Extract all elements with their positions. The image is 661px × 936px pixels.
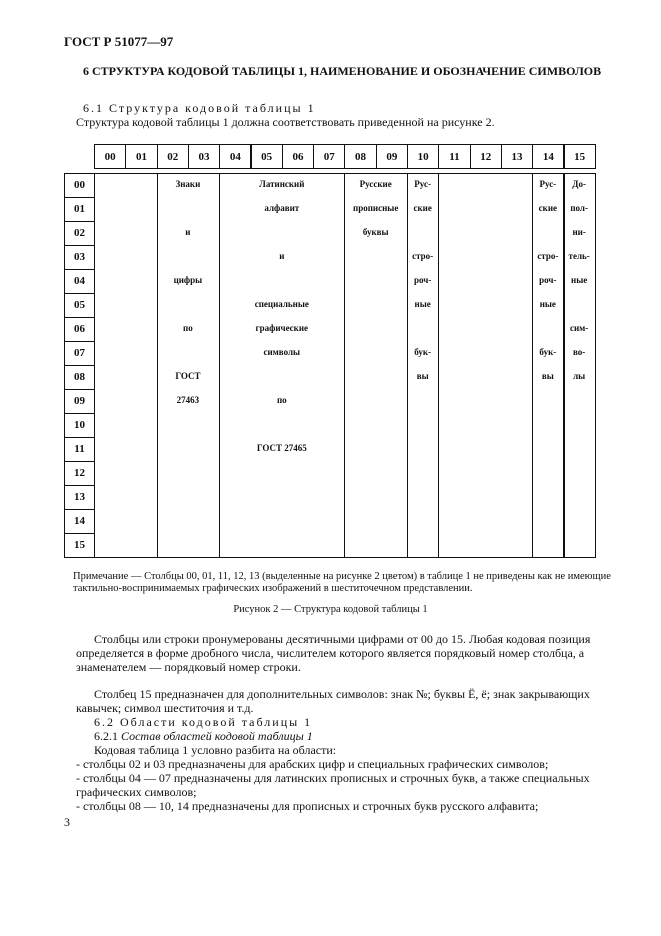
row-header: 03 — [64, 245, 95, 270]
table-label: ни- — [572, 227, 586, 237]
column-header: 15 — [564, 144, 596, 169]
subsection-6-2: 6.2 Области кодовой таблицы 1 — [94, 715, 313, 729]
figure-note: Примечание — Столбцы 00, 01, 11, 12, 13 (выделенные на рисунке 2 цветом) в таблице 1 не приведены как не имеющие тактильно-воспринимаемых графических изображений в шеститочечном представлении. — [73, 571, 611, 594]
table-label: бук- — [414, 347, 432, 357]
table-label: цифры — [173, 275, 203, 285]
column-header: 03 — [188, 144, 220, 169]
column-header: 04 — [219, 144, 251, 169]
table-label: ные — [539, 299, 556, 309]
table-label: Латинский — [259, 179, 305, 189]
row-header: 13 — [64, 485, 95, 510]
column-header: 07 — [313, 144, 345, 169]
table-label: тель- — [568, 251, 590, 261]
table-label: вы — [541, 371, 554, 381]
table-label: ские — [538, 203, 558, 213]
page-number: 3 — [64, 815, 70, 829]
table-label: Русские — [359, 179, 392, 189]
column-group — [532, 173, 564, 558]
subsection-6-1: 6.1 Структура кодовой таблицы 1 — [83, 101, 316, 115]
row-header: 11 — [64, 437, 95, 462]
row-header: 07 — [64, 341, 95, 366]
row-header: 00 — [64, 173, 95, 198]
column-group — [438, 173, 533, 558]
row-header: 15 — [64, 533, 95, 558]
subsection-6-2-1 — [94, 729, 313, 743]
list-item: - столбцы 08 — 10, 14 предназначены для прописных и строчных букв русского алфавита; — [76, 799, 539, 813]
column-header: 00 — [94, 144, 126, 169]
row-header: 10 — [64, 413, 95, 438]
row-header: 08 — [64, 365, 95, 390]
section-title: 6 СТРУКТУРА КОДОВОЙ ТАБЛИЦЫ 1, НАИМЕНОВАНИЕ И ОБОЗНАЧЕНИЕ СИМВОЛОВ — [83, 64, 602, 78]
table-label: ные — [414, 299, 431, 309]
subsection-6-2-1-title: Состав областей кодовой таблицы 1 — [121, 729, 313, 743]
table-label: стро- — [412, 251, 434, 261]
column-header: 09 — [376, 144, 408, 169]
list-item: - столбцы 02 и 03 предназначены для арабских цифр и специальных графических символов; — [76, 757, 549, 771]
row-header: 06 — [64, 317, 95, 342]
table-label: ГОСТ — [175, 371, 201, 381]
table-label: 27463 — [176, 395, 200, 405]
column-header: 11 — [438, 144, 470, 169]
table-label: по — [276, 395, 287, 405]
table-label: роч- — [539, 275, 557, 285]
list-item: - столбцы 04 — 07 предназначены для латинских прописных и строчных букв, а также специальных графических символов; — [76, 771, 590, 799]
column-header: 05 — [251, 144, 283, 169]
table-label: До- — [572, 179, 586, 189]
column-header: 10 — [407, 144, 439, 169]
row-header: 04 — [64, 269, 95, 294]
table-label: алфавит — [264, 203, 300, 213]
column-header: 02 — [157, 144, 189, 169]
table-label: сим- — [569, 323, 589, 333]
row-header: 02 — [64, 221, 95, 246]
column-header: 12 — [470, 144, 502, 169]
document-header: ГОСТ Р 51077—97 — [64, 34, 174, 49]
row-header: 09 — [64, 389, 95, 414]
row-header: 05 — [64, 293, 95, 318]
row-header: 14 — [64, 509, 95, 534]
table-label: по — [183, 323, 193, 333]
column-group — [407, 173, 439, 558]
column-group — [219, 173, 345, 558]
column-header: 01 — [125, 144, 157, 169]
column-header: 08 — [344, 144, 376, 169]
table-label: лы — [573, 371, 586, 381]
division-text: Кодовая таблица 1 условно разбита на области: — [94, 743, 337, 757]
table-label: Знаки — [175, 179, 201, 189]
table-label: специальные — [254, 299, 309, 309]
figure-caption: Рисунок 2 — Структура кодовой таблицы 1 — [233, 604, 428, 615]
column-header: 14 — [532, 144, 564, 169]
column-header: 06 — [282, 144, 314, 169]
table-label: ские — [413, 203, 432, 213]
table-label: Рус- — [414, 179, 431, 189]
table-label: пол- — [570, 203, 588, 213]
table-label: вы — [416, 371, 429, 381]
table-label: графические — [255, 323, 309, 333]
paragraph-1: Столбцы или строки пронумерованы десятичными цифрами от 00 до 15. Любая кодовая позиция определяется в форме дробного числа, числителем которого является порядковый номер столбца, а знаменателем — порядковый номер строки. — [76, 632, 591, 674]
table-label: ные — [571, 275, 588, 285]
table-label: Рус- — [539, 179, 557, 189]
table-label: стро- — [537, 251, 559, 261]
subsection-6-2-1-num: 6.2.1 — [94, 729, 118, 743]
paragraph-2: Столбец 15 предназначен для дополнительных символов: знак №; буквы Ё, ё; знак закрывающих кавычек; символ шеститочия и т.д. — [76, 687, 590, 715]
intro-text: Структура кодовой таблицы 1 должна соответствовать приведенной на рисунке 2. — [76, 115, 495, 129]
column-group — [94, 173, 158, 558]
table-label: ГОСТ 27465 — [256, 443, 307, 453]
table-label: и — [185, 227, 191, 237]
table-label: и — [279, 251, 285, 261]
table-label: прописные — [353, 203, 399, 213]
table-label: символы — [263, 347, 301, 357]
column-header: 13 — [501, 144, 533, 169]
table-label: буквы — [362, 227, 389, 237]
row-header: 01 — [64, 197, 95, 222]
table-label: во- — [573, 347, 586, 357]
table-label: бук- — [539, 347, 557, 357]
row-header: 12 — [64, 461, 95, 486]
table-label: роч- — [413, 275, 432, 285]
